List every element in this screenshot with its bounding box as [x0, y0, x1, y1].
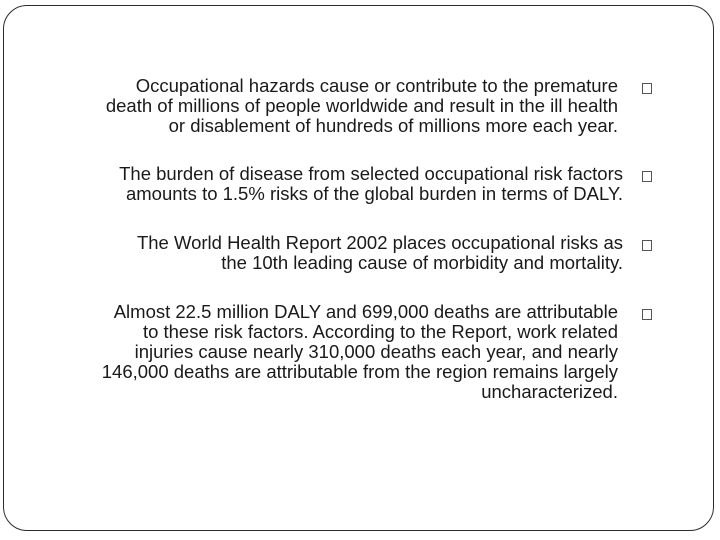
empty-square-bullet-icon [642, 240, 652, 251]
bullet-text-2: The burden of disease from selected occupational risk factors amounts to 1.5% risks of the global burden in terms of DALY. [119, 163, 623, 204]
bullet-text-4: Almost 22.5 million DALY and 699,000 deaths are attributable to these risk factors. According to the Report, work related injuries cause nearly 310,000 deaths each year, and nearly 146,000 deaths are attributable from the region remains largely uncharacterized. [101, 301, 618, 402]
empty-square-bullet-icon [642, 309, 652, 320]
bullet-text-1: Occupational hazards cause or contribute to the premature death of millions of people worldwide and result in the ill health or disablement of hundreds of millions more each year. [105, 75, 618, 136]
bullet-text-3: The World Health Report 2002 places occupational risks as the 10th leading cause of morbidity and mortality. [136, 232, 623, 273]
empty-square-bullet-icon [642, 83, 652, 94]
empty-square-bullet-icon [642, 171, 652, 182]
